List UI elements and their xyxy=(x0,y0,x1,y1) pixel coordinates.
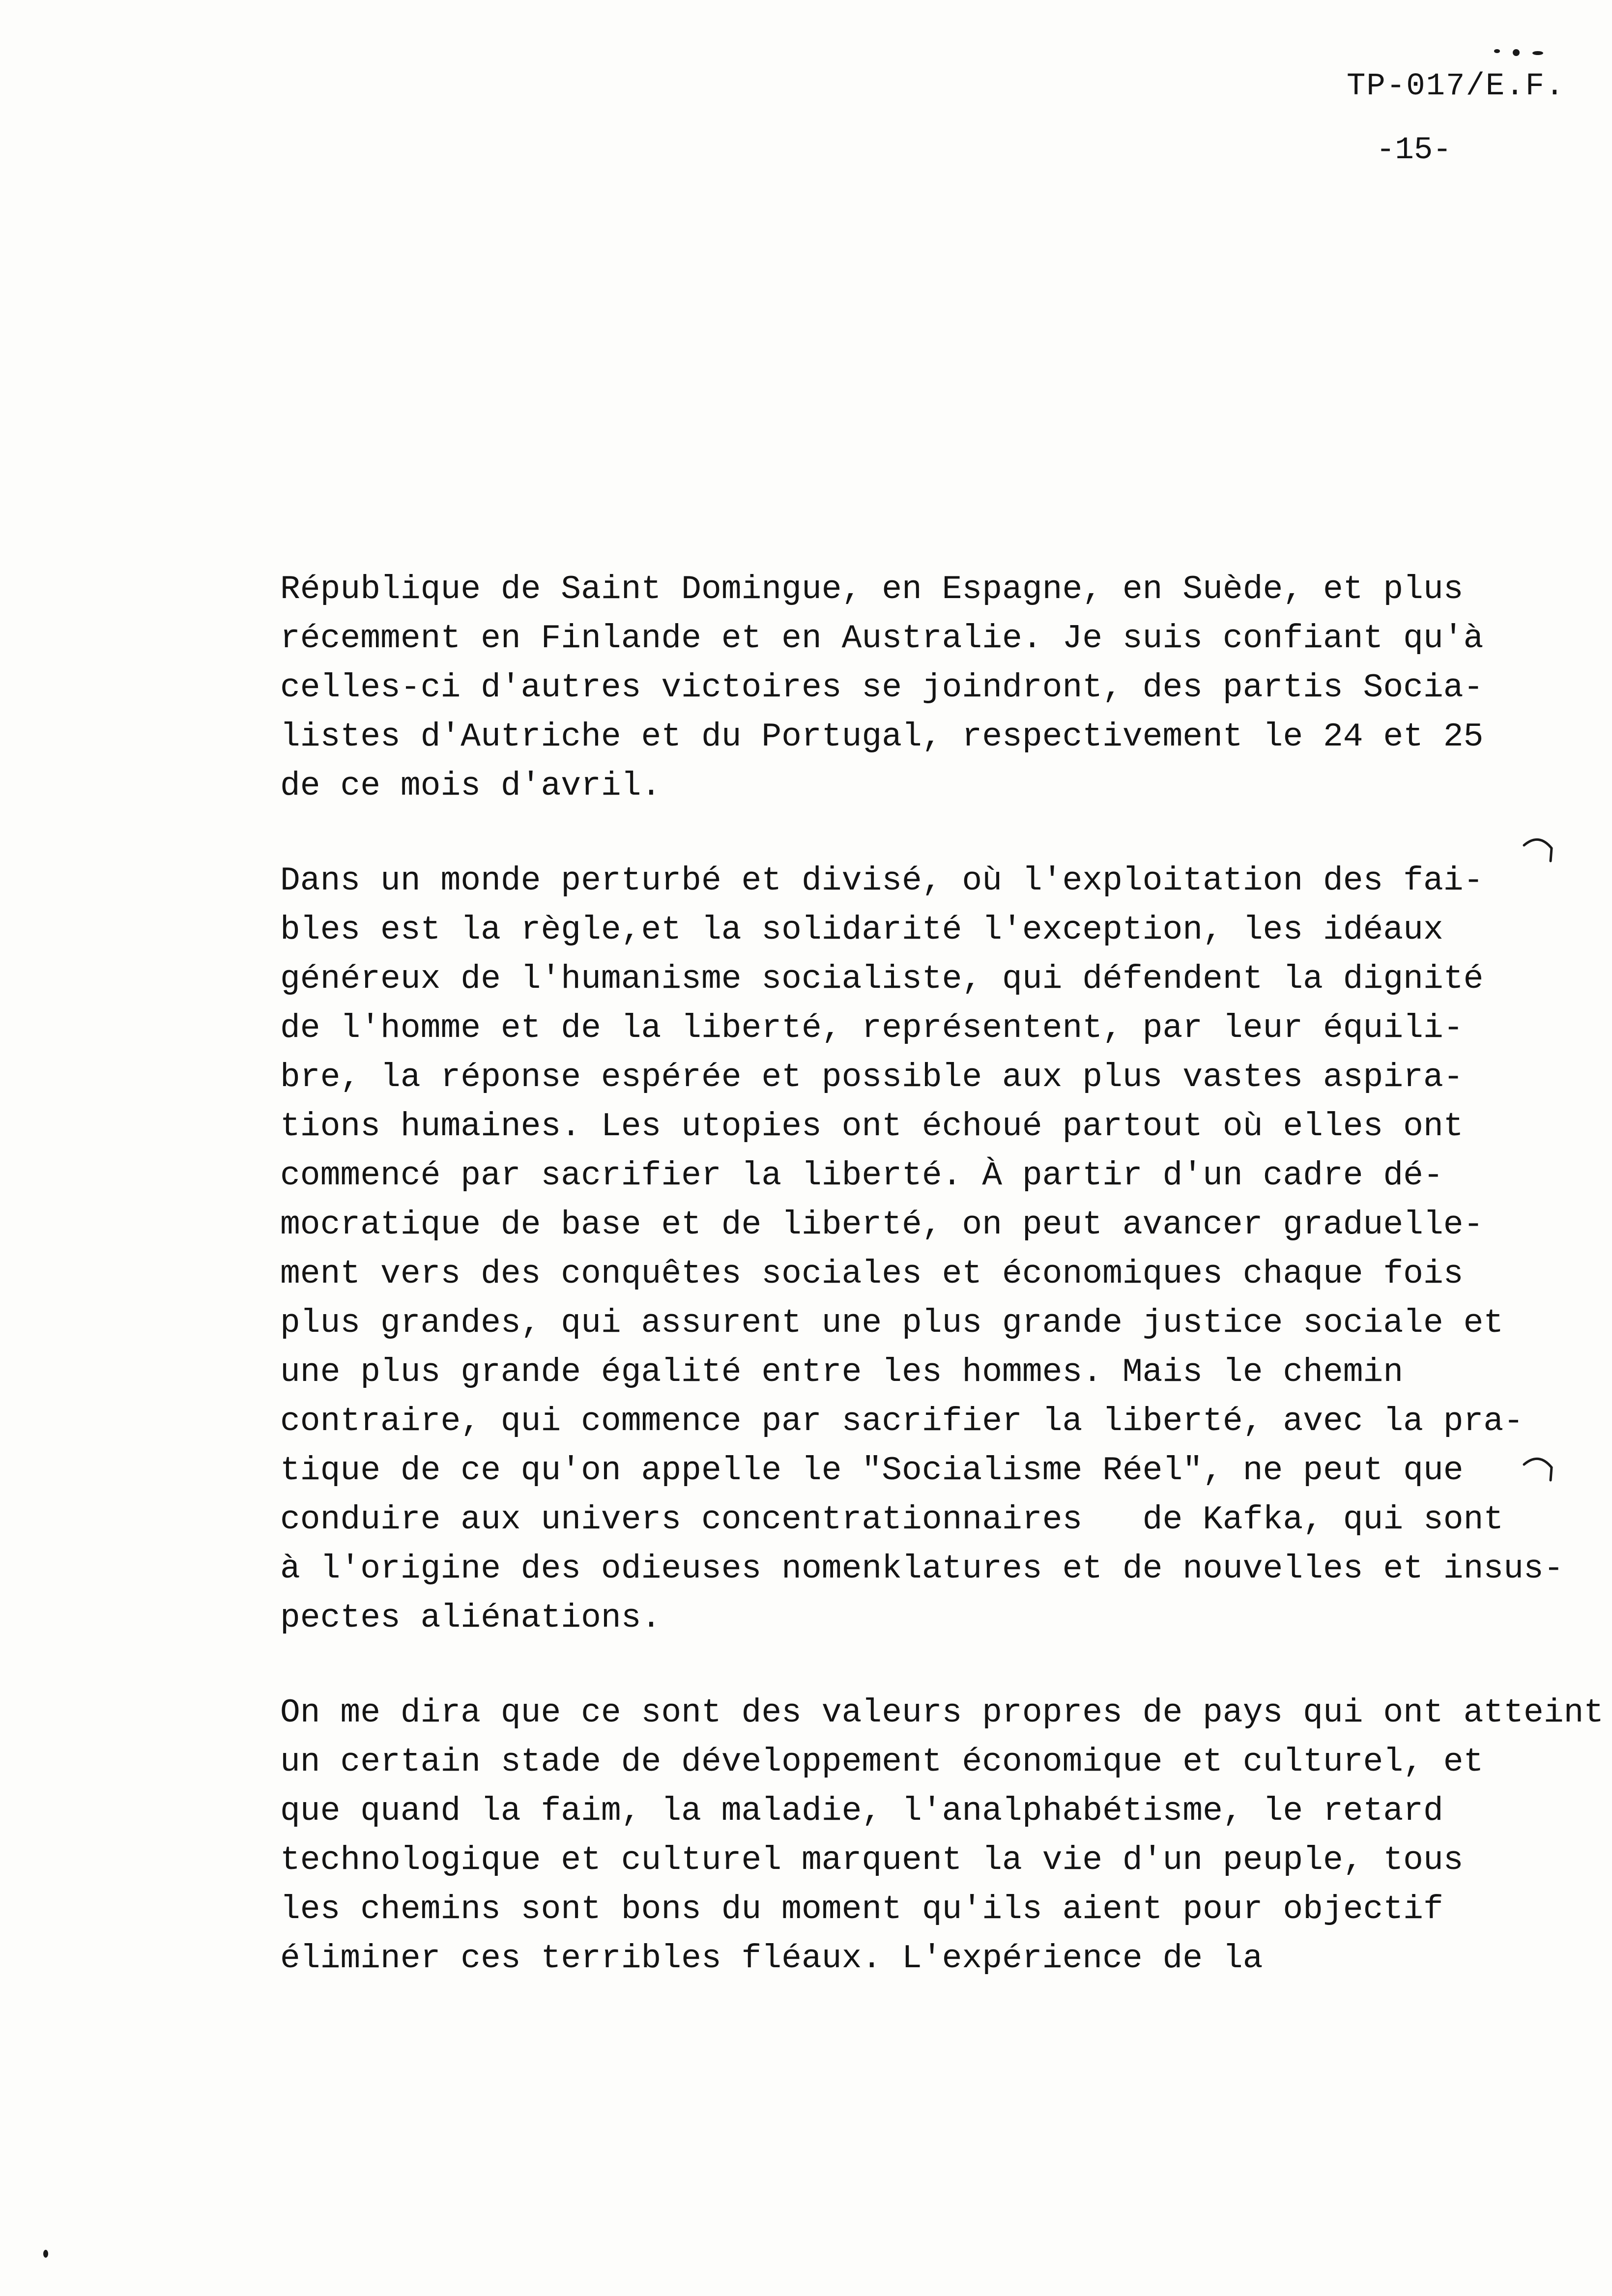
document-reference: TP-017/E.F. xyxy=(1347,69,1565,104)
text-line: République de Saint Domingue, en Espagne, en Suède, et plus xyxy=(280,571,1464,608)
text-line: ment vers des conquêtes sociales et économiques chaque fois xyxy=(280,1255,1464,1293)
body-text xyxy=(280,565,1604,2029)
text-line: de l'homme et de la liberté, représentent, par leur équili- xyxy=(280,1009,1464,1047)
text-line: tique de ce qu'on appelle le "Socialisme Réel", ne peut que xyxy=(280,1452,1464,1490)
text-line: listes d'Autriche et du Portugal, respectivement le 24 et 25 xyxy=(280,718,1484,756)
text-line: tions humaines. Les utopies ont échoué partout où elles ont xyxy=(280,1108,1464,1146)
text-line: les chemins sont bons du moment qu'ils aient pour objectif xyxy=(280,1891,1443,1928)
text-line: conduire aux univers concentrationnaires de Kafka, qui sont xyxy=(280,1501,1504,1539)
paragraph xyxy=(280,857,1583,1643)
text-line: mocratique de base et de liberté, on peut avancer graduelle- xyxy=(280,1206,1484,1244)
text-line: contraire, qui commence par sacrifier la liberté, avec la pra- xyxy=(280,1403,1524,1440)
text-line: généreux de l'humanisme socialiste, qui défendent la dignité xyxy=(280,960,1484,998)
text-line: bre, la réponse espérée et possible aux plus vastes aspira- xyxy=(280,1059,1464,1096)
text-line: commencé par sacrifier la liberté. À partir d'un cadre dé- xyxy=(280,1157,1443,1195)
ink-speck xyxy=(1513,49,1520,56)
ink-speck xyxy=(1494,49,1500,53)
paragraph xyxy=(280,1689,1604,1983)
text-line: technologique et culturel marquent la vie d'un peuple, tous xyxy=(280,1841,1464,1879)
text-line: une plus grande égalité entre les hommes. Mais le chemin xyxy=(280,1353,1404,1391)
text-line: celles-ci d'autres victoires se joindront, des partis Socia- xyxy=(280,669,1484,707)
ink-speck xyxy=(43,2250,48,2258)
text-line: récemment en Finlande et en Australie. Je suis confiant qu'à xyxy=(280,620,1484,658)
text-line: bles est la règle,et la solidarité l'exception, les idéaux xyxy=(280,911,1443,949)
text-line: que quand la faim, la maladie, l'analphabétisme, le retard xyxy=(280,1792,1443,1830)
text-line: de ce mois d'avril. xyxy=(280,767,662,805)
text-line: On me dira que ce sont des valeurs propres de pays qui ont atteint xyxy=(280,1694,1604,1732)
paragraph xyxy=(280,565,1583,811)
ink-speck xyxy=(1532,51,1543,55)
text-line: à l'origine des odieuses nomenklatures et de nouvelles et insus- xyxy=(280,1550,1564,1588)
text-line: éliminer ces terribles fléaux. L'expérience de la xyxy=(280,1940,1263,1978)
text-line: plus grandes, qui assurent une plus grande justice sociale et xyxy=(280,1304,1504,1342)
text-line: Dans un monde perturbé et divisé, où l'exploitation des fai- xyxy=(280,862,1484,900)
text-line: pectes aliénations. xyxy=(280,1599,662,1637)
text-line: un certain stade de développement économique et culturel, et xyxy=(280,1743,1484,1781)
page-number: -15- xyxy=(1376,133,1452,168)
